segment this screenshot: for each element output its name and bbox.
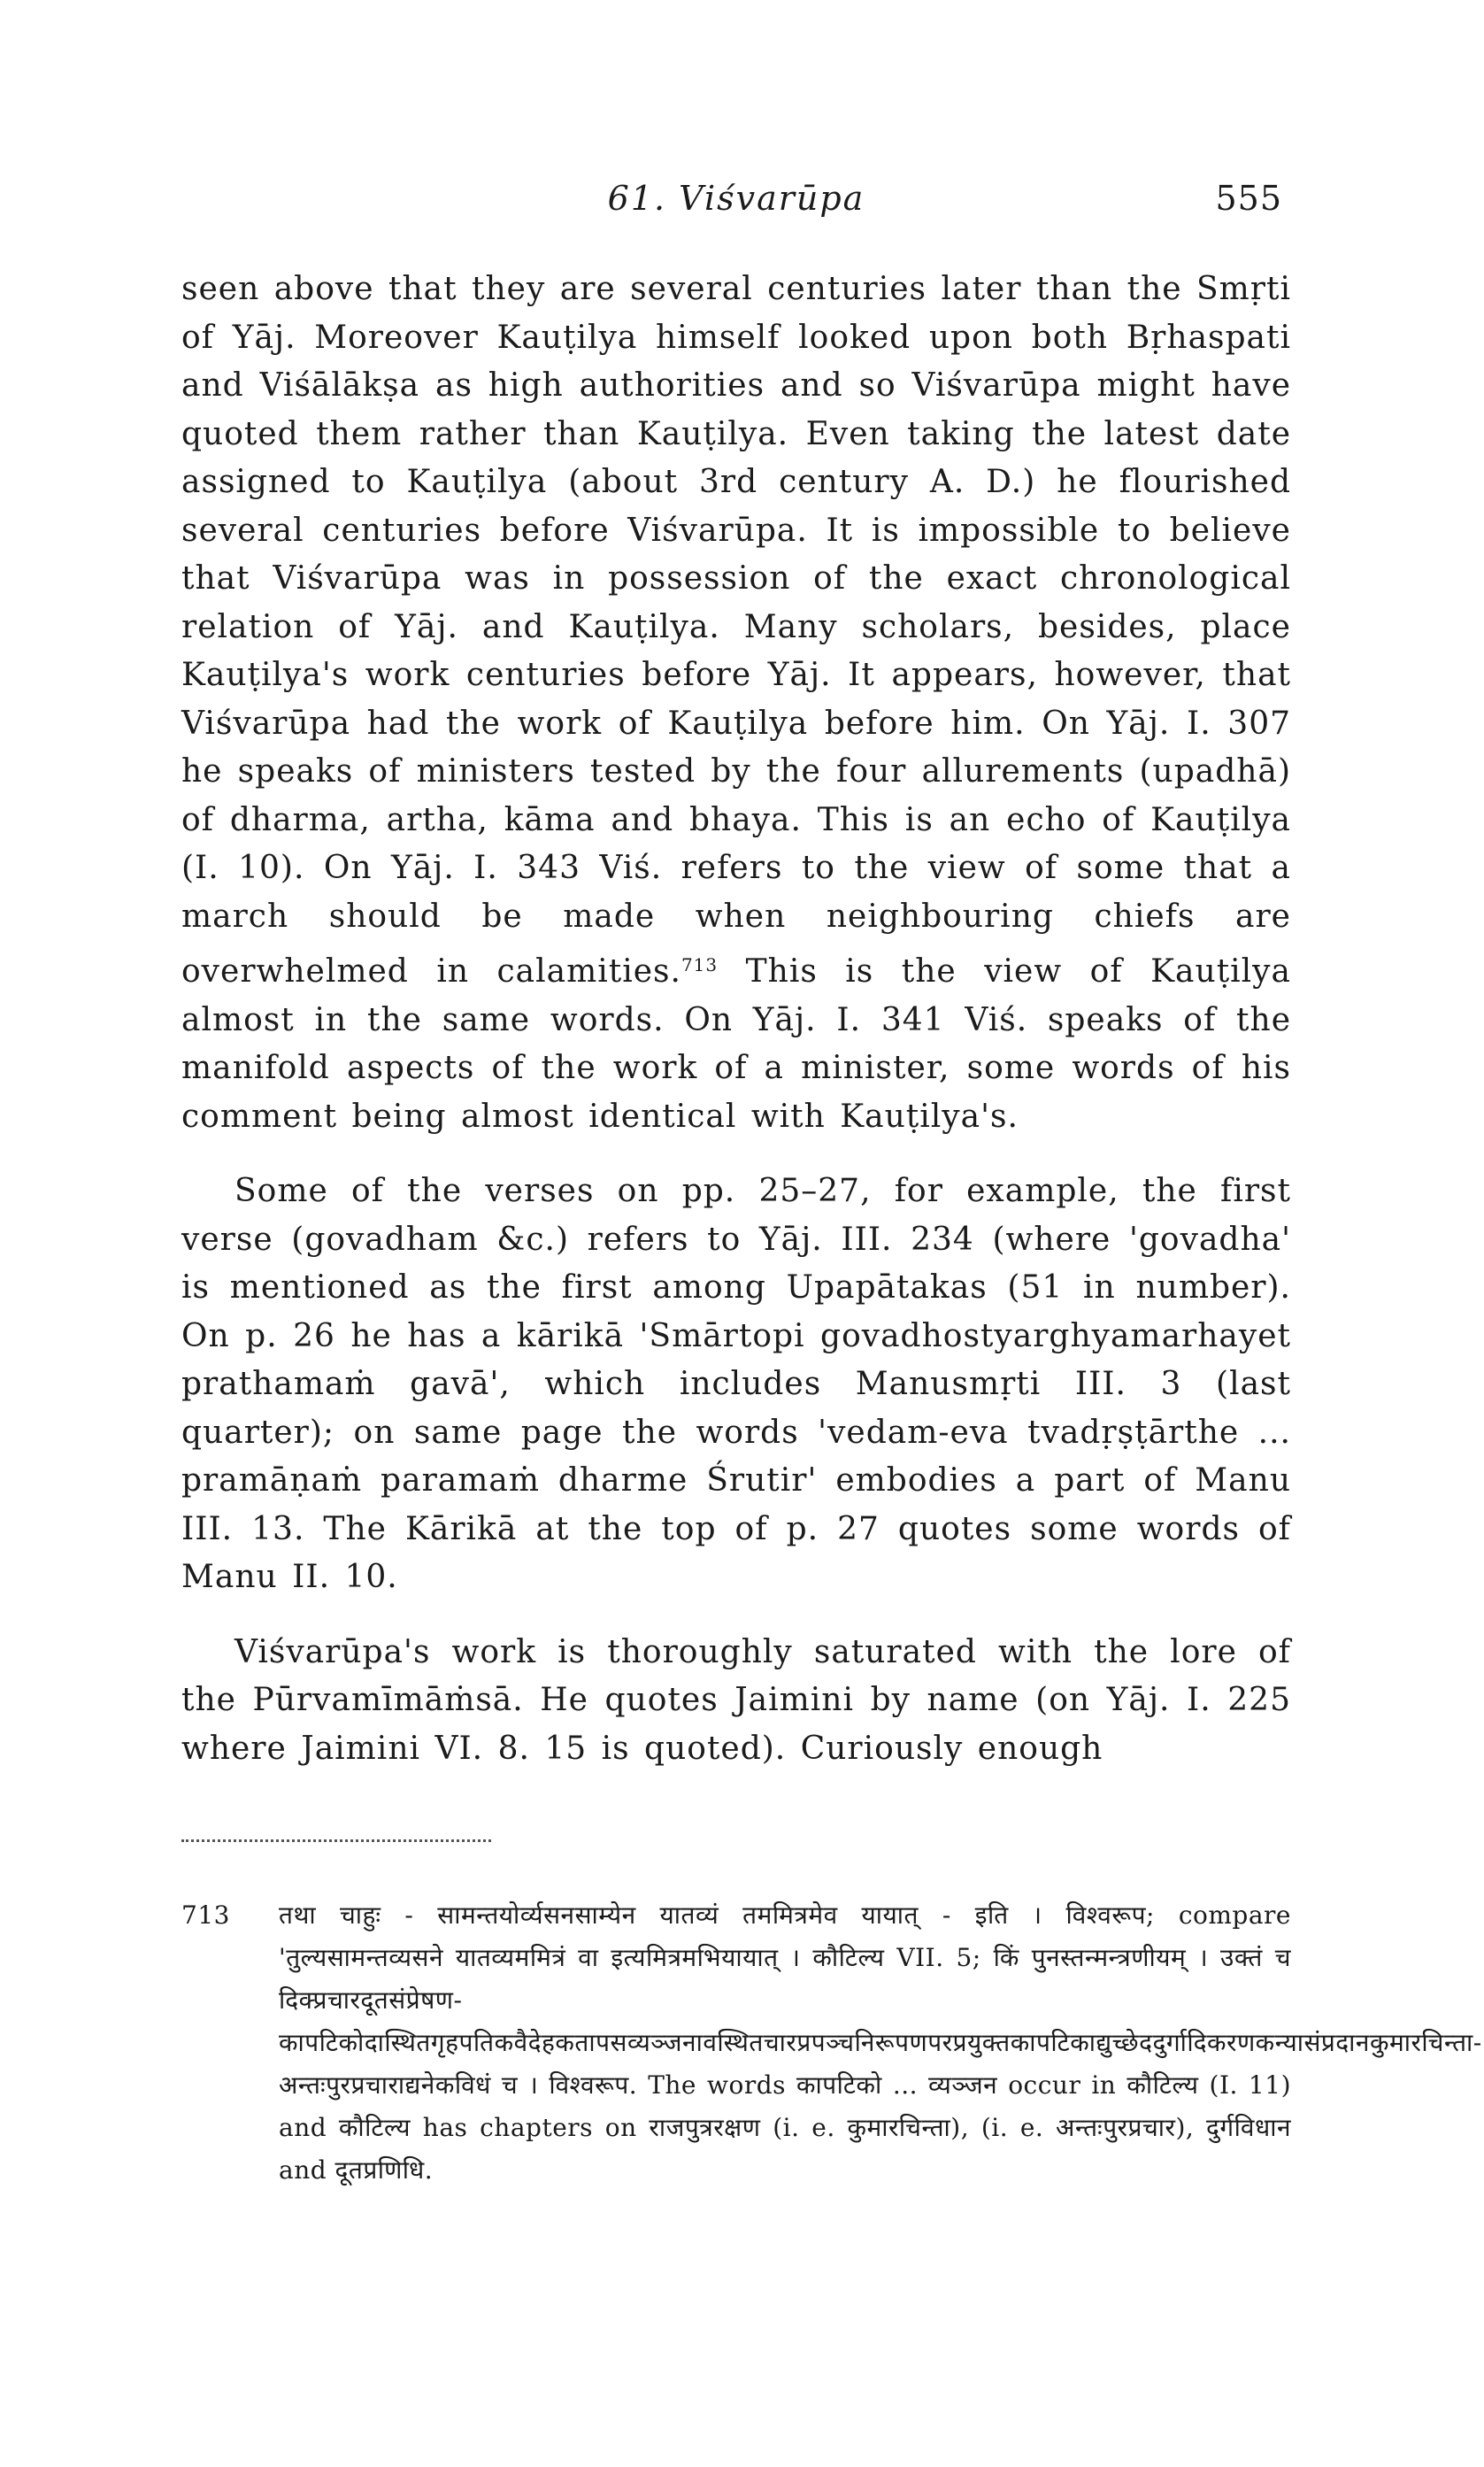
footnote xyxy=(181,1894,1482,2192)
paragraph-1-text: seen above that they are several centuries later than the Smṛti of Yāj. Moreover Kauṭilya himself looked upon both Bṛhaspati and Viśālākṣa as high authorities and so Viśvarūpa might have quoted them rather than Kauṭilya. Even taking the latest date assigned to Kauṭilya (about 3rd century A. D.) he flourished several centuries before Viśvarūpa. It is impossible to believe that Viśvarūpa was in possession of the exact chronological relation of Yāj. and Kauṭilya. Many scholars, besides, place Kauṭilya's work centuries before Yāj. It appears, however, that Viśvarūpa had the work of Kauṭilya before him. On Yāj. I. 307 he speaks of ministers tested by the four allurements (upadhā) of dharma, artha, kāma and bhaya. This is an echo of Kauṭilya (I. 10). On Yāj. I. 343 Viś. refers to the view of some that a march should be made when neighbouring chiefs are overwhelmed in calamities. xyxy=(181,271,1291,990)
paragraph-3: Viśvarūpa's work is thoroughly saturated with the lore of the Pūrvamīmāṁsā. He quotes Jaimini by name (on Yāj. I. 225 where Jaimini VI. 8. 15 is quoted). Curiously enough xyxy=(181,1633,1291,1767)
page-header xyxy=(181,173,1291,227)
paragraph-1-continued: This is the view of Kauṭilya almost in the same words. On Yāj. I. 341 Viś. speaks of the manifold aspects of the work of a minister, some words of his comment being almost identical with Kauṭilya's. xyxy=(181,953,1291,1135)
running-title: 61. Viśvarūpa xyxy=(607,179,865,218)
footnote-text: तथा चाहुः - सामन्तयोर्व्यसनसाम्येन यातव्यं तममित्रमेव यायात् - इति । विश्वरूप; compare 'तुल्यसामन्तव्यसने यातव्यममित्रं वा इत्यमित्रमभियायात् । कौटिल्य VII. 5; किं पुनस्तन्मन्त्रणीयम् । उक्तं च दिक्प्रचारदूतसंप्रेषण-कापटिकोदास्थितगृहपतिकवैदेहकतापसव्यञ्जनावस्थितचारप्रपञ्चनिरूपणपरप्रयुक्तकापटिकाद्युच्छेददुर्गादिकरणकन्यासंप्रदानकुमारचिन्ता-अन्तःपुरप्रचाराद्यनेकविधं च । विश्वरूप. The words कापटिको ... व्यञ्जन occur in कौटिल्य (I. 11) and कौटिल्य has chapters on राजपुत्ररक्षण (i. e. कुमारचिन्ता), (i. e. अन्तःपुरप्रचार), दुर्गविधान and दूतप्रणिधि. xyxy=(279,1900,1482,2185)
body-text xyxy=(181,266,1291,1800)
page-number: 555 xyxy=(1215,179,1282,218)
footnote-divider xyxy=(181,1839,491,1842)
paragraph-1 xyxy=(181,266,1291,1141)
footnote-marker: 713 xyxy=(680,954,719,975)
footnote-number: 713 xyxy=(181,1900,230,1930)
paragraph-2: Some of the verses on pp. 25–27, for example, the first verse (govadham &c.) refers to Yāj. III. 234 (where 'govadha' is mentioned as the first among Upapātakas (51 in number). On p. 26 he has a kārikā 'Smārtopi govadhostyarghyamarhayet prathamaṁ gavā', which includes Manusmṛti III. 3 (last quarter); on same page the words 'vedam-eva tvadṛṣṭārthe ... pramāṇaṁ paramaṁ dharme Śrutir' embodies a part of Manu III. 13. The Kārikā at the top of p. 27 quotes some words of Manu II. 10. xyxy=(181,1173,1291,1595)
